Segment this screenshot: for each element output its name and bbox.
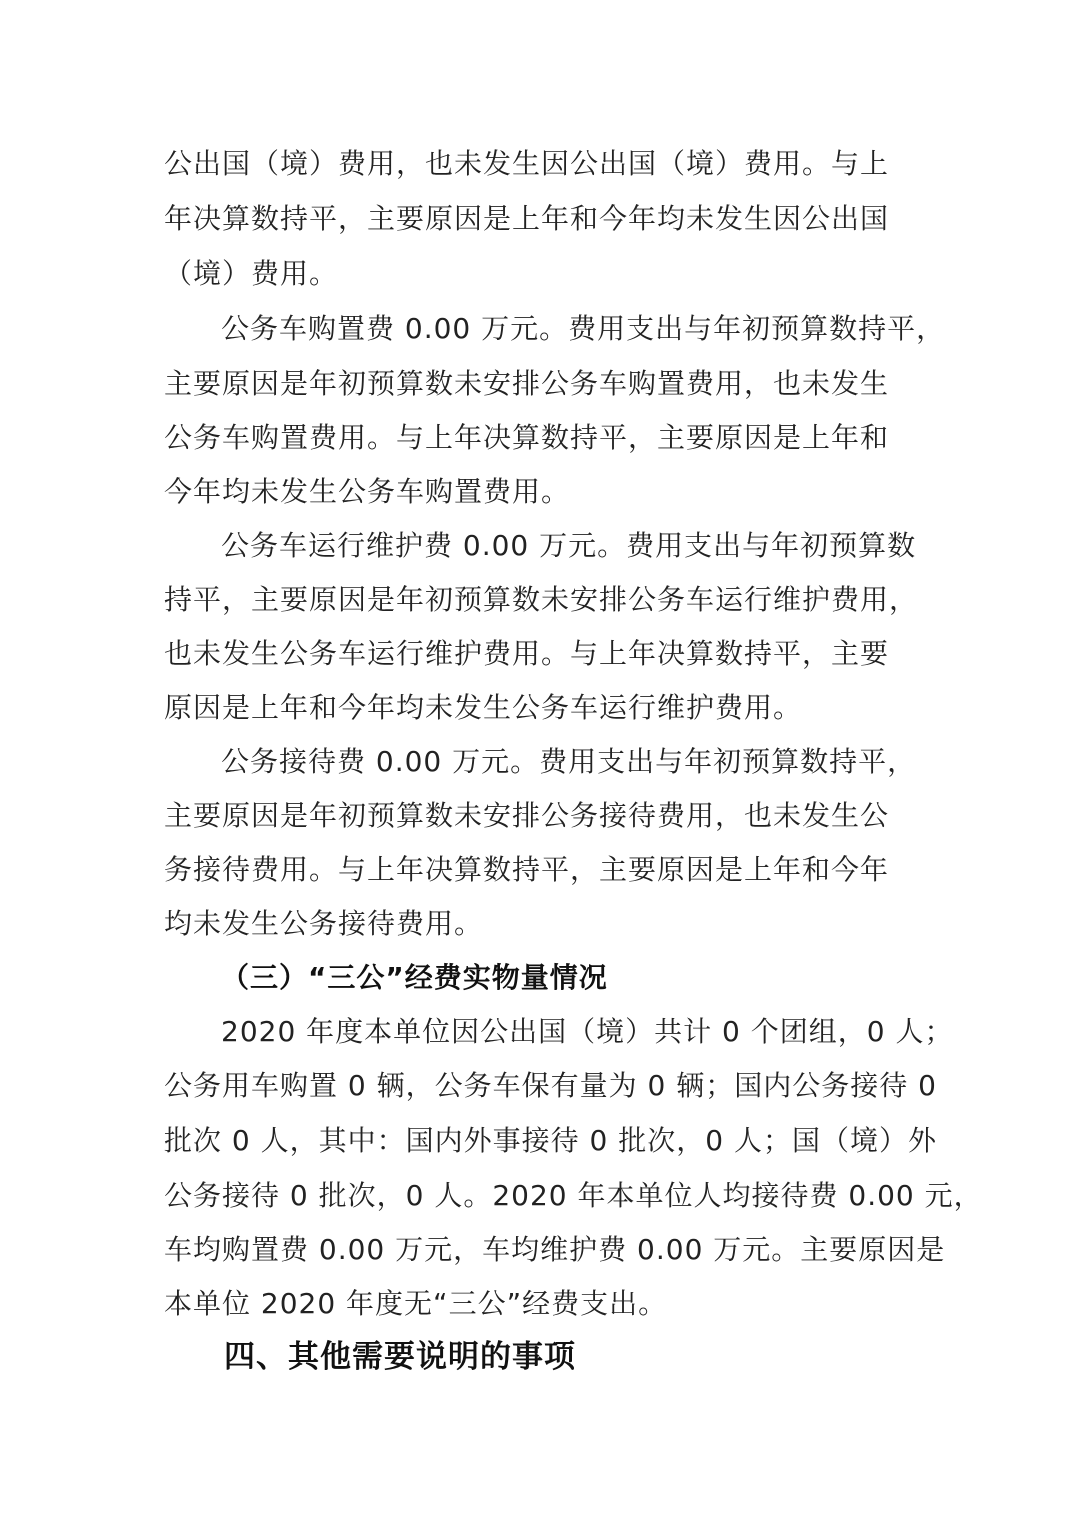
paragraph-line: 车均购置费 0.00 万元，车均维护费 0.00 万元。主要原因是 (164, 1233, 946, 1266)
paragraph-line: 批次 0 人，其中：国内外事接待 0 批次，0 人；国（境）外 (164, 1124, 937, 1157)
paragraph-line: 年决算数持平，主要原因是上年和今年均未发生因公出国 (164, 202, 890, 235)
paragraph-line: 2020 年度本单位因公出国（境）共计 0 个团组，0 人； (221, 1015, 954, 1048)
paragraph-line: 今年均未发生公务车购置费用。 (164, 475, 571, 508)
paragraph-line: 本单位 2020 年度无“三公”经费支出。 (164, 1287, 668, 1320)
paragraph-line: 公出国（境）费用，也未发生因公出国（境）费用。与上 (164, 147, 890, 180)
paragraph-line: （境）费用。 (164, 257, 339, 290)
paragraph-line: 务接待费用。与上年决算数持平，主要原因是上年和今年 (164, 853, 890, 886)
paragraph-line: 主要原因是年初预算数未安排公务车购置费用，也未发生 (164, 367, 890, 400)
paragraph-line: 也未发生公务车运行维护费用。与上年决算数持平，主要 (164, 637, 890, 670)
paragraph-line: 公务接待 0 批次，0 人。2020 年本单位人均接待费 0.00 元， (164, 1179, 983, 1212)
paragraph-line: 公务车购置费 0.00 万元。费用支出与年初预算数持平， (221, 312, 946, 345)
paragraph-line: 持平，主要原因是年初预算数未安排公务车运行维护费用， (164, 583, 919, 616)
paragraph-line: 均未发生公务接待费用。 (164, 907, 484, 940)
paragraph-line: 公务接待费 0.00 万元。费用支出与年初预算数持平， (221, 745, 917, 778)
paragraph-line: 公务用车购置 0 辆，公务车保有量为 0 辆；国内公务接待 0 (164, 1069, 937, 1102)
paragraph-line: 公务车购置费用。与上年决算数持平，主要原因是上年和 (164, 421, 890, 454)
sub-heading: （三）“三公”经费实物量情况 (221, 961, 608, 994)
paragraph-line: 公务车运行维护费 0.00 万元。费用支出与年初预算数 (221, 529, 917, 562)
section-heading: 四、其他需要说明的事项 (224, 1339, 576, 1375)
paragraph-line: 原因是上年和今年均未发生公务车运行维护费用。 (164, 691, 803, 724)
paragraph-line: 主要原因是年初预算数未安排公务接待费用，也未发生公 (164, 799, 890, 832)
